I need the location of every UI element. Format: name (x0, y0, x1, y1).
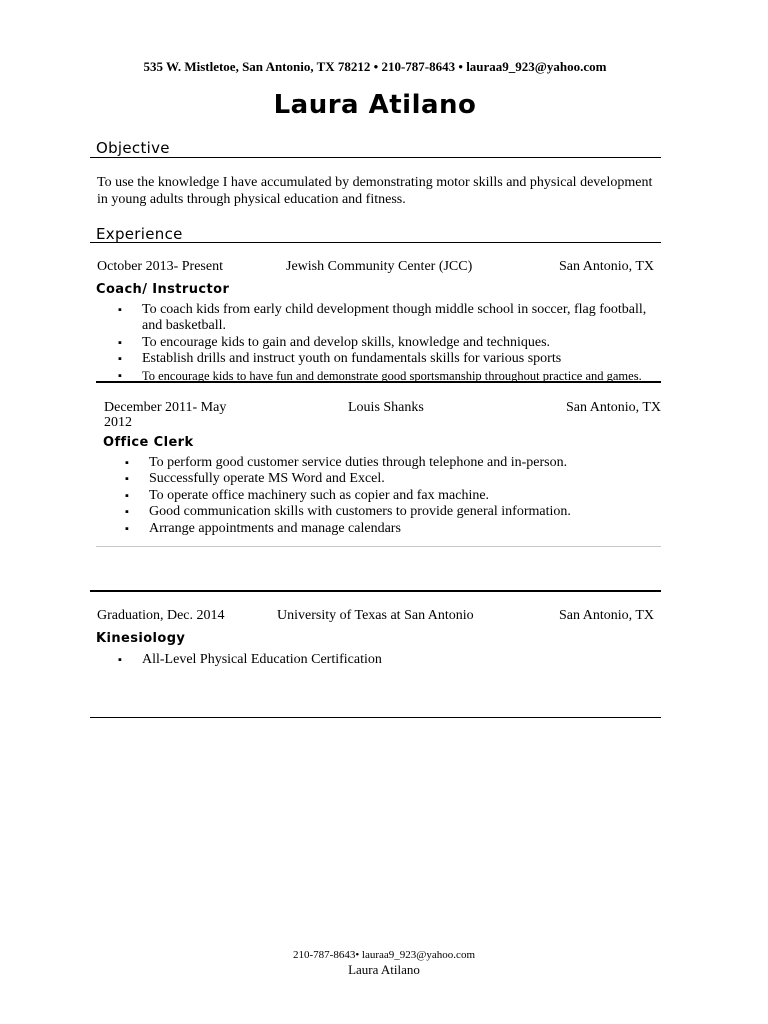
job-bullet-list (125, 455, 645, 537)
resume-name: Laura Atilano (273, 90, 477, 120)
job-divider (96, 546, 661, 547)
contact-info: 535 W. Mistletoe, San Antonio, TX 78212 • 210-787-8643 • lauraa9_923@yahoo.com (143, 59, 607, 74)
education-bullet-list (118, 652, 638, 668)
job-dates-line-2: 2012 (104, 415, 132, 430)
job-divider (96, 381, 661, 383)
list-item: ▪ Arrange appointments and manage calendars (125, 521, 645, 537)
job-employer: Jewish Community Center (JCC) (286, 259, 473, 274)
list-item: ▪ All-Level Physical Education Certification (118, 652, 638, 668)
education-rule (90, 590, 661, 592)
education-school: University of Texas at San Antonio (277, 608, 474, 623)
footer-name: Laura Atilano (348, 962, 420, 977)
list-item: ▪ Good communication skills with customers to provide general information. (125, 504, 645, 520)
objective-heading: Objective (96, 139, 170, 157)
list-item: ▪ To encourage kids to have fun and demonstrate good sportsmanship throughout practice and games. (118, 368, 648, 384)
job-dates-line-1: December 2011- May (104, 400, 227, 415)
list-item: ▪ To operate office machinery such as copier and fax machine. (125, 488, 645, 504)
list-item: ▪ To encourage kids to gain and develop skills, knowledge and techniques. (118, 335, 648, 351)
job-location: San Antonio, TX (559, 259, 655, 274)
objective-text-line-1: To use the knowledge I have accumulated by demonstrating motor skills and physical development (97, 175, 653, 190)
list-item: ▪ Establish drills and instruct youth on fundamentals skills for various sports (118, 351, 648, 367)
education-field: Kinesiology (96, 631, 186, 646)
experience-rule (90, 242, 661, 243)
education-bottom-rule (90, 717, 661, 718)
footer-contact: 210-787-8643• lauraa9_923@yahoo.com (293, 949, 475, 961)
job-role: Coach/ Instructor (96, 282, 230, 297)
list-item: ▪ To coach kids from early child development though middle school in soccer, flag football, and basketball. (118, 302, 648, 335)
experience-heading: Experience (96, 225, 183, 243)
objective-rule (90, 157, 661, 158)
education-dates: Graduation, Dec. 2014 (97, 608, 225, 623)
objective-text-line-2: in young adults through physical education and fitness. (97, 192, 406, 207)
list-item: ▪ To perform good customer service duties through telephone and in-person. (125, 455, 645, 471)
education-location: San Antonio, TX (559, 608, 655, 623)
job-dates: October 2013- Present (97, 259, 223, 274)
job-location: San Antonio, TX (566, 400, 662, 415)
list-item: ▪ Successfully operate MS Word and Excel. (125, 471, 645, 487)
job-employer: Louis Shanks (348, 400, 424, 415)
job-role: Office Clerk (103, 435, 194, 450)
job-bullet-list (118, 302, 648, 384)
